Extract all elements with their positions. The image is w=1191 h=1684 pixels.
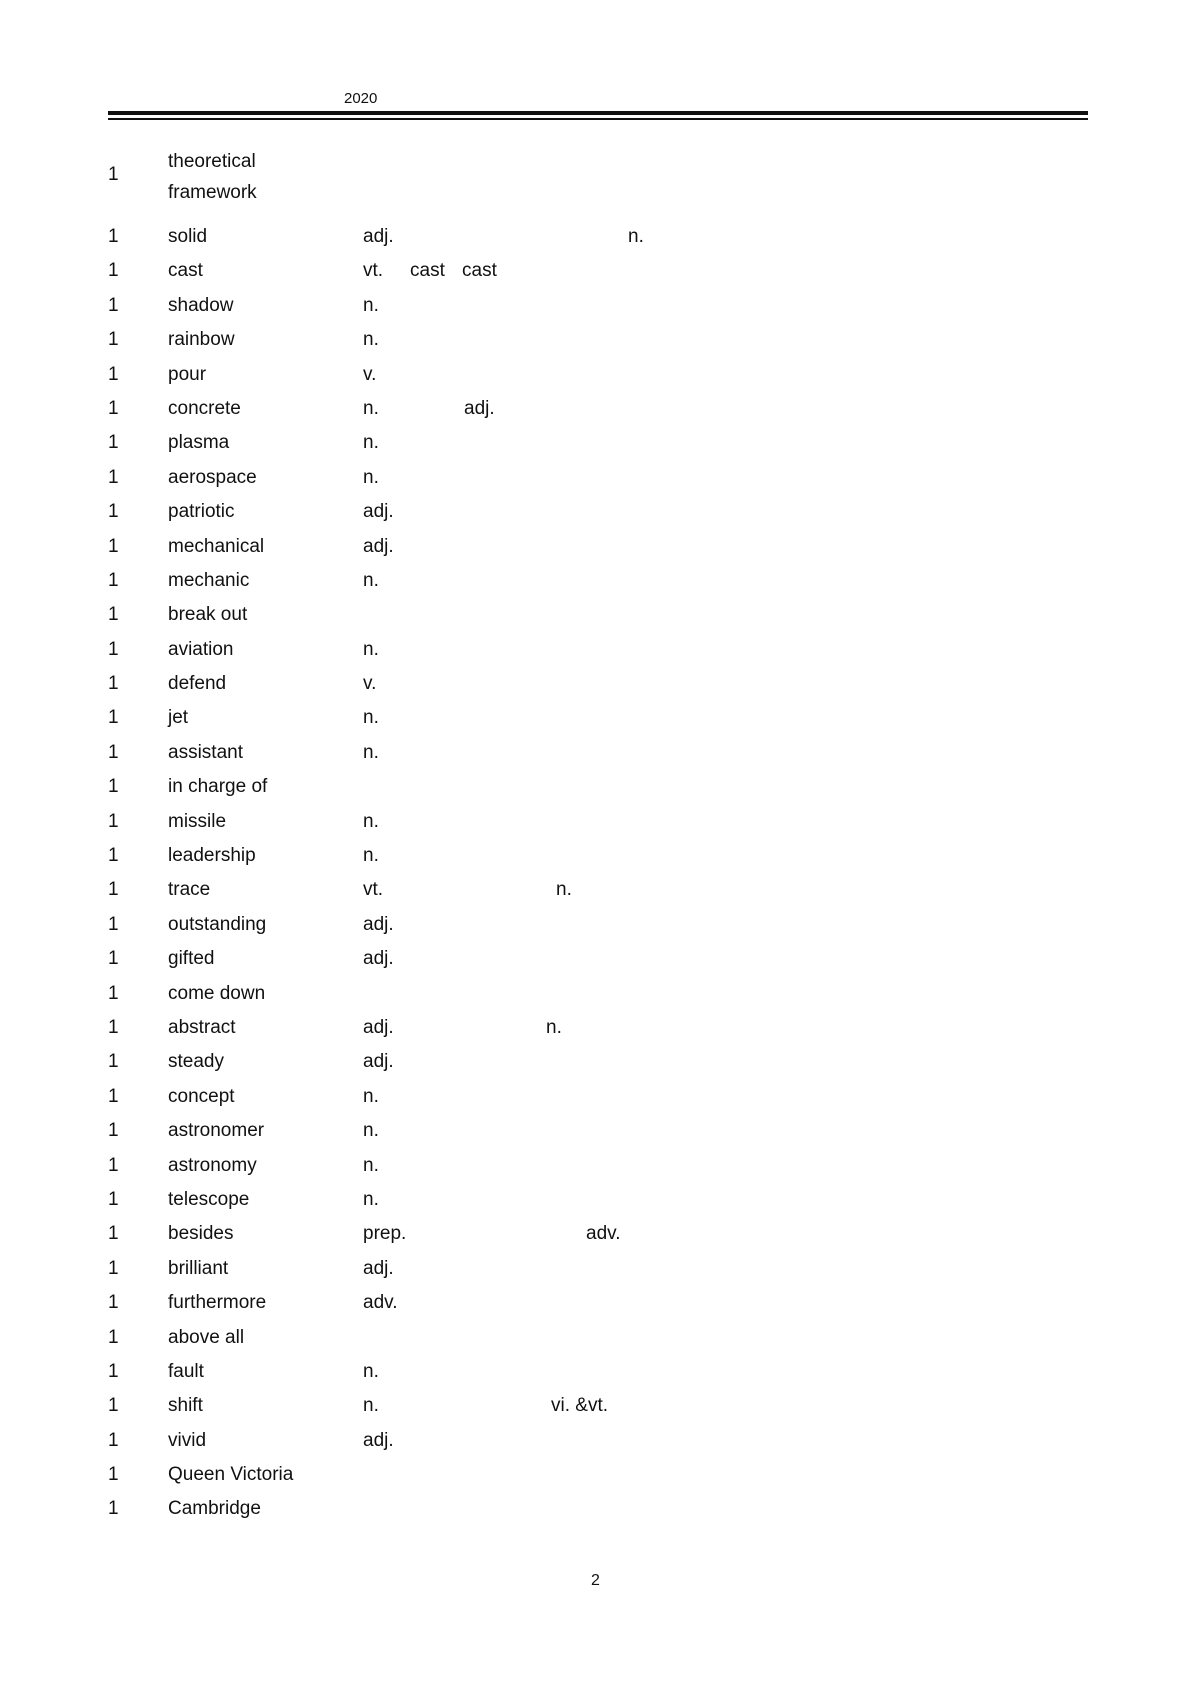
vocab-term: trace <box>168 879 211 901</box>
vocab-term: jet <box>168 707 189 729</box>
vocab-row <box>108 1011 1088 1045</box>
row-number: 1 <box>108 1360 119 1382</box>
part-of-speech: adj. <box>363 1051 394 1073</box>
part-of-speech: n. <box>363 1188 379 1210</box>
vocab-row <box>108 908 1088 942</box>
vocab-term: Queen Victoria <box>168 1464 294 1486</box>
row-number: 1 <box>108 466 119 488</box>
vocab-row <box>108 1149 1088 1183</box>
row-number: 1 <box>108 569 119 591</box>
part-of-speech: n. <box>363 845 379 867</box>
row-number: 1 <box>108 1085 119 1107</box>
vocab-term: vivid <box>168 1429 207 1451</box>
row-number: 1 <box>108 673 119 695</box>
part-of-speech: n. <box>363 1120 379 1142</box>
part-of-speech: n. <box>363 1360 379 1382</box>
part-of-speech: n. <box>363 466 379 488</box>
vocab-row <box>108 144 1088 220</box>
inflection-or-alt-pos: cast <box>462 260 497 282</box>
vocab-row <box>108 530 1088 564</box>
vocab-term: break out <box>168 604 248 626</box>
inflection-or-alt-pos: adv. <box>586 1223 621 1245</box>
vocab-term: furthermore <box>168 1292 267 1314</box>
part-of-speech: v. <box>363 363 377 385</box>
part-of-speech: n. <box>363 1154 379 1176</box>
vocab-term: astronomer <box>168 1120 265 1142</box>
vocab-term: plasma <box>168 432 230 454</box>
vocab-row <box>108 1424 1088 1458</box>
vocab-term: rainbow <box>168 329 235 351</box>
vocab-row <box>108 839 1088 873</box>
vocab-row <box>108 873 1088 907</box>
inflection-or-alt-pos: n. <box>628 226 644 247</box>
vocab-term: astronomy <box>168 1154 257 1176</box>
part-of-speech: n. <box>363 638 379 660</box>
vocabulary-list <box>108 144 1088 1527</box>
row-number: 1 <box>108 432 119 454</box>
vocab-row <box>108 254 1088 288</box>
part-of-speech: vt. <box>363 879 384 901</box>
part-of-speech: adj. <box>363 1429 394 1451</box>
part-of-speech: n. <box>363 569 379 591</box>
vocab-term: steady <box>168 1051 224 1073</box>
row-number: 1 <box>108 638 119 660</box>
row-number: 1 <box>108 776 119 798</box>
part-of-speech: n. <box>363 1395 379 1417</box>
page-number: 2 <box>591 1572 600 1589</box>
header-year: 2020 <box>344 90 378 107</box>
row-number: 1 <box>108 1120 119 1142</box>
vocab-term: cast <box>168 260 203 282</box>
row-number: 1 <box>108 1395 119 1417</box>
part-of-speech: adj. <box>363 501 394 523</box>
vocab-term: besides <box>168 1223 234 1245</box>
vocab-term: theoretical framework <box>168 151 257 203</box>
row-number: 1 <box>108 707 119 729</box>
vocab-row <box>108 667 1088 701</box>
vocab-term: missile <box>168 810 227 832</box>
inflection-or-alt-pos: vi. &vt. <box>551 1395 609 1417</box>
vocab-row <box>108 1355 1088 1389</box>
vocab-row <box>108 461 1088 495</box>
vocab-row <box>108 1217 1088 1251</box>
vocab-term: outstanding <box>168 913 267 935</box>
row-number: 1 <box>108 329 119 351</box>
row-number: 1 <box>108 913 119 935</box>
part-of-speech: n. <box>363 741 379 763</box>
part-of-speech: v. <box>363 673 377 695</box>
vocab-row <box>108 289 1088 323</box>
vocab-term: solid <box>168 226 208 247</box>
row-number: 1 <box>108 1051 119 1073</box>
row-number: 1 <box>108 363 119 385</box>
row-number: 1 <box>108 1498 119 1520</box>
row-number: 1 <box>108 1257 119 1279</box>
row-number: 1 <box>108 741 119 763</box>
vocab-row <box>108 426 1088 460</box>
row-number: 1 <box>108 164 119 185</box>
vocab-row <box>108 220 1088 254</box>
vocab-row <box>108 1389 1088 1423</box>
row-number: 1 <box>108 1464 119 1486</box>
row-number: 1 <box>108 294 119 316</box>
vocab-term: brilliant <box>168 1257 229 1279</box>
row-number: 1 <box>108 397 119 419</box>
row-number: 1 <box>108 1292 119 1314</box>
row-number: 1 <box>108 810 119 832</box>
vocab-row <box>108 1045 1088 1079</box>
inflection-or-alt-pos: n. <box>556 879 572 901</box>
row-number: 1 <box>108 604 119 626</box>
part-of-speech: vt. <box>363 260 384 282</box>
vocab-term: leadership <box>168 845 256 867</box>
vocab-term: fault <box>168 1360 204 1382</box>
row-number: 1 <box>108 1326 119 1348</box>
vocab-term: mechanic <box>168 569 250 591</box>
vocab-row <box>108 1321 1088 1355</box>
vocab-term: mechanical <box>168 535 265 557</box>
vocab-term: assistant <box>168 741 243 763</box>
vocab-row <box>108 1252 1088 1286</box>
vocab-row <box>108 770 1088 804</box>
inflection-or-alt-pos: cast <box>410 260 445 282</box>
vocab-term: pour <box>168 363 207 385</box>
vocab-term: defend <box>168 673 227 695</box>
row-number: 1 <box>108 845 119 867</box>
part-of-speech: adj. <box>363 1016 394 1038</box>
part-of-speech: n. <box>363 1085 379 1107</box>
row-number: 1 <box>108 501 119 523</box>
vocab-term: telescope <box>168 1188 250 1210</box>
header-rule-thin <box>108 118 1088 120</box>
part-of-speech: adj. <box>363 226 394 247</box>
vocab-term: in charge of <box>168 776 268 798</box>
vocab-row <box>108 1286 1088 1320</box>
row-number: 1 <box>108 1188 119 1210</box>
part-of-speech: n. <box>363 707 379 729</box>
vocab-row <box>108 1183 1088 1217</box>
row-number: 1 <box>108 535 119 557</box>
vocab-row <box>108 598 1088 632</box>
part-of-speech: n. <box>363 329 379 351</box>
vocab-term: patriotic <box>168 501 235 523</box>
vocab-row <box>108 564 1088 598</box>
vocab-term: gifted <box>168 948 215 970</box>
part-of-speech: adj. <box>363 1257 394 1279</box>
vocab-term: Cambridge <box>168 1498 261 1520</box>
row-number: 1 <box>108 1016 119 1038</box>
vocab-term: abstract <box>168 1016 236 1038</box>
vocab-row <box>108 1458 1088 1492</box>
vocab-row <box>108 1492 1088 1526</box>
vocab-term: shadow <box>168 294 234 316</box>
part-of-speech: adj. <box>363 535 394 557</box>
header-rule-thick <box>108 111 1088 115</box>
row-number: 1 <box>108 260 119 282</box>
vocab-term: concrete <box>168 397 241 419</box>
vocab-row <box>108 701 1088 735</box>
vocab-row <box>108 1080 1088 1114</box>
vocab-row <box>108 633 1088 667</box>
part-of-speech: prep. <box>363 1223 407 1245</box>
part-of-speech: n. <box>363 432 379 454</box>
inflection-or-alt-pos: n. <box>546 1016 562 1038</box>
vocab-row <box>108 977 1088 1011</box>
vocab-term: shift <box>168 1395 203 1417</box>
vocab-row <box>108 736 1088 770</box>
vocab-row <box>108 358 1088 392</box>
part-of-speech: n. <box>363 397 379 419</box>
part-of-speech: adj. <box>363 948 394 970</box>
part-of-speech: n. <box>363 810 379 832</box>
vocab-term: aerospace <box>168 466 257 488</box>
inflection-or-alt-pos: adj. <box>464 397 495 419</box>
vocab-row <box>108 942 1088 976</box>
vocab-row <box>108 495 1088 529</box>
part-of-speech: adv. <box>363 1292 398 1314</box>
part-of-speech: n. <box>363 294 379 316</box>
row-number: 1 <box>108 1429 119 1451</box>
vocab-row <box>108 805 1088 839</box>
row-number: 1 <box>108 948 119 970</box>
row-number: 1 <box>108 879 119 901</box>
vocab-term: above all <box>168 1326 245 1348</box>
part-of-speech: adj. <box>363 913 394 935</box>
vocab-term: concept <box>168 1085 235 1107</box>
row-number: 1 <box>108 1154 119 1176</box>
row-number: 1 <box>108 982 119 1004</box>
vocab-term: come down <box>168 982 266 1004</box>
row-number: 1 <box>108 1223 119 1245</box>
vocab-row <box>108 323 1088 357</box>
vocab-row <box>108 392 1088 426</box>
vocab-row <box>108 1114 1088 1148</box>
vocab-term: aviation <box>168 638 234 660</box>
row-number: 1 <box>108 226 119 247</box>
